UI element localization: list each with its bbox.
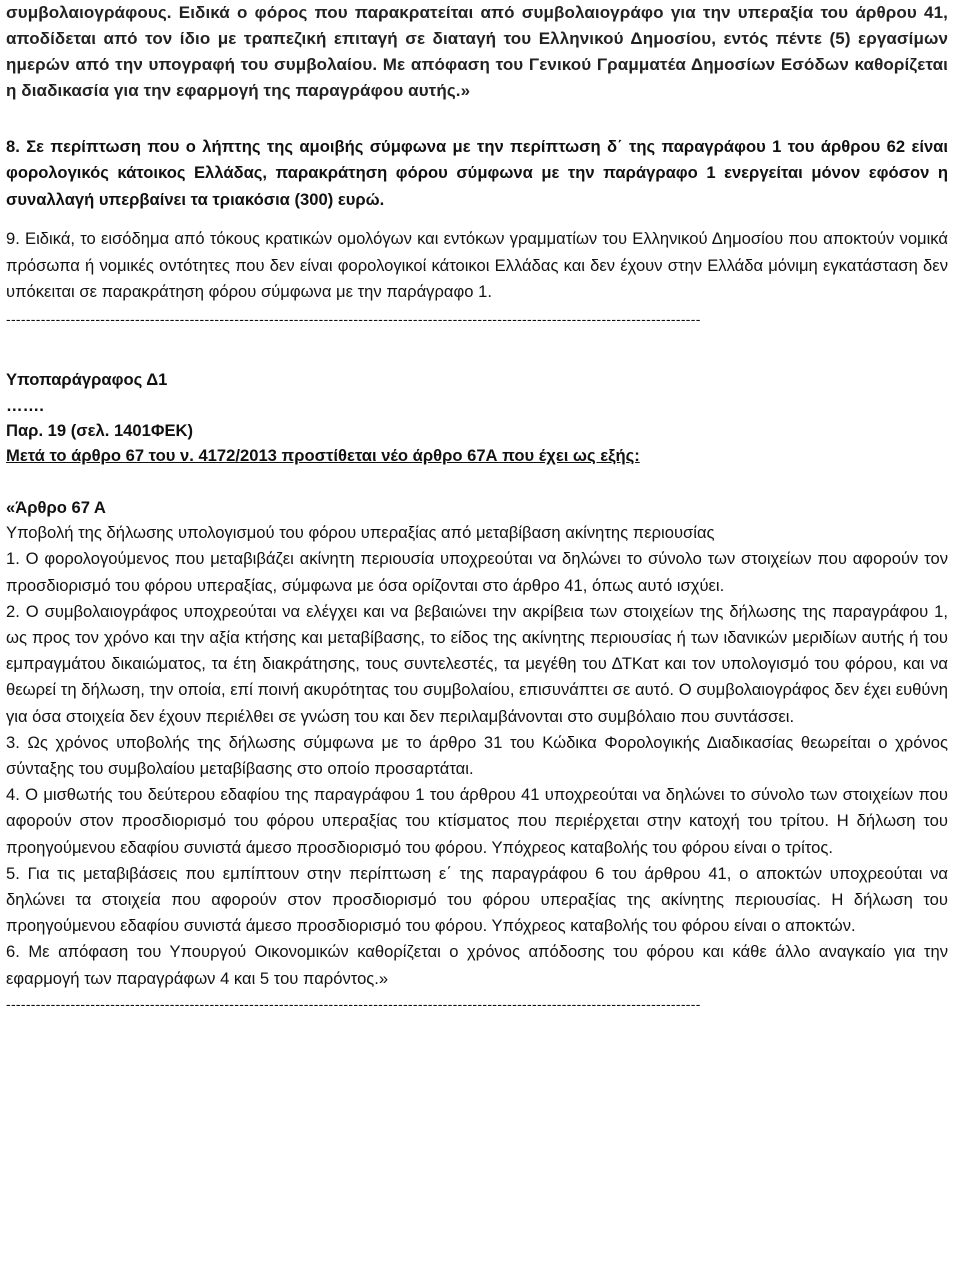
article-item-1: 1. Ο φορολογούμενος που μεταβιβάζει ακίνητη περιουσία υποχρεούται να δηλώνει το σύνολο των στοιχείων που αφορούν τον προσδιορισμό του φόρου υπεραξίας, σύμφωνα με όσα ορίζονται στο άρθρο 41, όπως αυτό ισχύει. bbox=[6, 549, 948, 595]
lead-paragraph: συμβολαιογράφους. Ειδικά ο φόρος που παρακρατείται από συμβολαιογράφο για την υπεραξία του άρθρου 41, αποδίδεται από τον ίδιο με τραπεζική επιταγή σε διαταγή του Ελληνικού Δημοσίου, εντός πέντε (5) εργασίμων ημερών από την υπογραφή του συμβολαίου. Με απόφαση του Γενικού Γραμματέα Δημοσίων Εσόδων καθορίζεται η διαδικασία για την εφαρμογή της παραγράφου αυτής.» bbox=[6, 3, 948, 100]
paragraph-8: 8. Σε περίπτωση που ο λήπτης της αμοιβής σύμφωνα με την περίπτωση δ΄ της παραγράφου 1 του άρθρου 62 είναι φορολογικός κάτοικος Ελλάδας, παρακράτηση φόρου σύμφωνα με την παράγραφο 1 ενεργείται μόνον εφόσον η συναλλαγή υπερβαίνει τα τριακόσια (300) ευρώ. bbox=[6, 137, 948, 209]
separator-line-bottom: -------------------------------------------------------------------------------------------------------------------------------------------- bbox=[6, 995, 701, 1012]
article-item-5: 5. Για τις μεταβιβάσεις που εμπίπτουν στην περίπτωση ε΄ της παραγράφου 6 του άρθρου 41, ο αποκτών υποχρεούται να δηλώνει τα στοιχεία που αφορούν στον προσδιορισμό του φόρου υπεραξίας της ακίνητης περιουσίας. Η δήλωση του προηγούμενου εδαφίου συνιστά άμεσο προσδιορισμό του φόρου. Υπόχρεος καταβολής του φόρου είναι ο αποκτών. bbox=[6, 863, 948, 936]
subparagraph-title: Υποπαράγραφος Δ1 bbox=[6, 370, 168, 390]
ellipsis-marker: ……. bbox=[6, 396, 44, 416]
amendment-note: Μετά το άρθρο 67 του ν. 4172/2013 προστίθεται νέο άρθρο 67Α που έχει ως εξής: bbox=[6, 446, 640, 466]
article-item-2: 2. Ο συμβολαιογράφος υποχρεούται να ελέγχει και να βεβαιώνει την ακρίβεια των στοιχείων της δήλωσης της παραγράφου 1, ως προς τον χρόνο και την αξία κτήσης και μεταβίβασης, το είδος της ακίνητης περιουσίας ή των ιδανικών μεριδίων αυτής ή του εμπραγμάτου δικαιώματος, τα έτη διακράτησης, τους συντελεστές, τα μεγέθη του ΔΤΚατ και τον υπολογισμό του φόρου, και να θεωρεί τη δήλωση, την οποία, επί ποινή ακυρότητας του συμβολαίου, επισυνάπτει σε αυτό. Ο συμβολαιογράφος δεν έχει ευθύνη για όσα στοιχεία δεν έχουν περιέλθει σε γνώση του και δεν περιλαμβάνονται στο συμβόλαιο που συντάσσει. bbox=[6, 601, 948, 726]
article-heading: «Άρθρο 67 Α bbox=[6, 498, 106, 518]
article-item-4: 4. Ο μισθωτής του δεύτερου εδαφίου της παραγράφου 1 του άρθρου 41 υποχρεούται να δηλώνει το σύνολο των στοιχείων που αφορούν στον προσδιορισμό του φόρου υπεραξίας του κτίσματος που περιέρχεται στην κατοχή του τρίτου. Η δήλωση του προηγούμενου εδαφίου συνιστά άμεσο προσδιορισμό του φόρου. Υπόχρεος καταβολής του φόρου είναι ο τρίτος. bbox=[6, 785, 948, 857]
paragraph-reference: Παρ. 19 (σελ. 1401ΦΕΚ) bbox=[6, 421, 194, 441]
article-item-3: 3. Ως χρόνος υποβολής της δήλωσης σύμφωνα με το άρθρο 31 του Κώδικα Φορολογικής Διαδικασίας θεωρείται ο χρόνος σύνταξης του συμβολαίου μεταβίβασης στο οποίο προσαρτάται. bbox=[6, 732, 948, 779]
article-subtitle: Υποβολή της δήλωσης υπολογισμού του φόρου υπεραξίας από μεταβίβαση ακίνητης περιουσίας bbox=[6, 523, 715, 543]
article-item-6: 6. Με απόφαση του Υπουργού Οικονομικών καθορίζεται ο χρόνος απόδοσης του φόρου και κάθε άλλο αναγκαίο για την εφαρμογή των παραγράφων 4 και 5 του παρόντος.» bbox=[6, 942, 948, 988]
paragraph-9: 9. Ειδικά, το εισόδημα από τόκους κρατικών ομολόγων και εντόκων γραμματίων του Ελληνικού Δημοσίου που αποκτούν νομικά πρόσωπα ή νομικές οντότητες που δεν είναι φορολογικοί κάτοικοι Ελλάδας και δεν έχουν στην Ελλάδα μόνιμη εγκατάσταση δεν υπόκειται σε παρακράτηση φόρου σύμφωνα με την παράγραφο 1. bbox=[6, 229, 948, 302]
separator-line: -------------------------------------------------------------------------------------------------------------------------------------------- bbox=[6, 311, 701, 328]
